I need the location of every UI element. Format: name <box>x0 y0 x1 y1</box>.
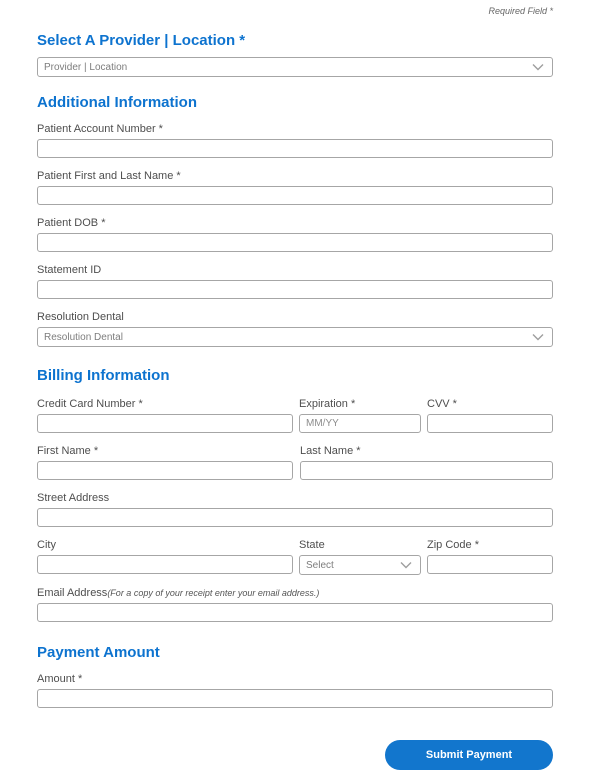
patient-account-number-input[interactable] <box>37 139 553 158</box>
email-address-input[interactable] <box>37 603 553 622</box>
statement-id-label: Statement ID <box>37 264 102 276</box>
cvv-label: CVV * <box>427 398 457 410</box>
provider-section-heading: Select A Provider | Location * <box>37 32 246 49</box>
chevron-down-icon <box>400 561 412 569</box>
patient-name-input[interactable] <box>37 186 553 205</box>
additional-section-heading: Additional Information <box>37 94 197 111</box>
cvv-input[interactable] <box>427 414 553 433</box>
payment-section-heading: Payment Amount <box>37 644 160 661</box>
state-label: State <box>299 539 325 551</box>
zip-code-label: Zip Code * <box>427 539 479 551</box>
street-address-label: Street Address <box>37 492 110 504</box>
provider-location-select-value: Provider | Location <box>44 61 128 73</box>
zip-code-input[interactable] <box>427 555 553 574</box>
credit-card-number-input[interactable] <box>37 414 293 433</box>
practice-select[interactable] <box>37 327 553 347</box>
email-address-label-text: Email Address <box>37 587 108 599</box>
state-select[interactable] <box>299 555 421 575</box>
amount-input[interactable] <box>37 689 553 708</box>
provider-location-select[interactable] <box>37 57 553 77</box>
practice-select-value: Resolution Dental <box>44 331 123 343</box>
patient-account-number-label: Patient Account Number * <box>37 123 163 135</box>
expiration-label: Expiration * <box>299 398 356 410</box>
first-name-label: First Name * <box>37 445 99 457</box>
state-select-value: Select <box>306 559 334 571</box>
chevron-down-icon <box>532 333 544 341</box>
required-field-note: Required Field * <box>488 6 553 16</box>
amount-label: Amount * <box>37 673 83 685</box>
city-label: City <box>37 539 56 551</box>
payment-form <box>37 0 553 770</box>
patient-dob-label: Patient DOB * <box>37 217 106 229</box>
last-name-label: Last Name * <box>300 445 361 457</box>
statement-id-input[interactable] <box>37 280 553 299</box>
street-address-input[interactable] <box>37 508 553 527</box>
submit-payment-button[interactable]: Submit Payment <box>385 740 553 770</box>
expiration-input[interactable] <box>299 414 421 433</box>
practice-label: Resolution Dental <box>37 311 124 323</box>
first-name-input[interactable] <box>37 461 293 480</box>
credit-card-number-label: Credit Card Number * <box>37 398 143 410</box>
last-name-input[interactable] <box>300 461 553 480</box>
city-input[interactable] <box>37 555 293 574</box>
email-address-label <box>37 587 553 600</box>
patient-dob-input[interactable] <box>37 233 553 252</box>
patient-name-label: Patient First and Last Name * <box>37 170 181 182</box>
billing-section-heading: Billing Information <box>37 367 170 384</box>
email-address-note: (For a copy of your receipt enter your email address.) <box>107 588 320 598</box>
chevron-down-icon <box>532 63 544 71</box>
